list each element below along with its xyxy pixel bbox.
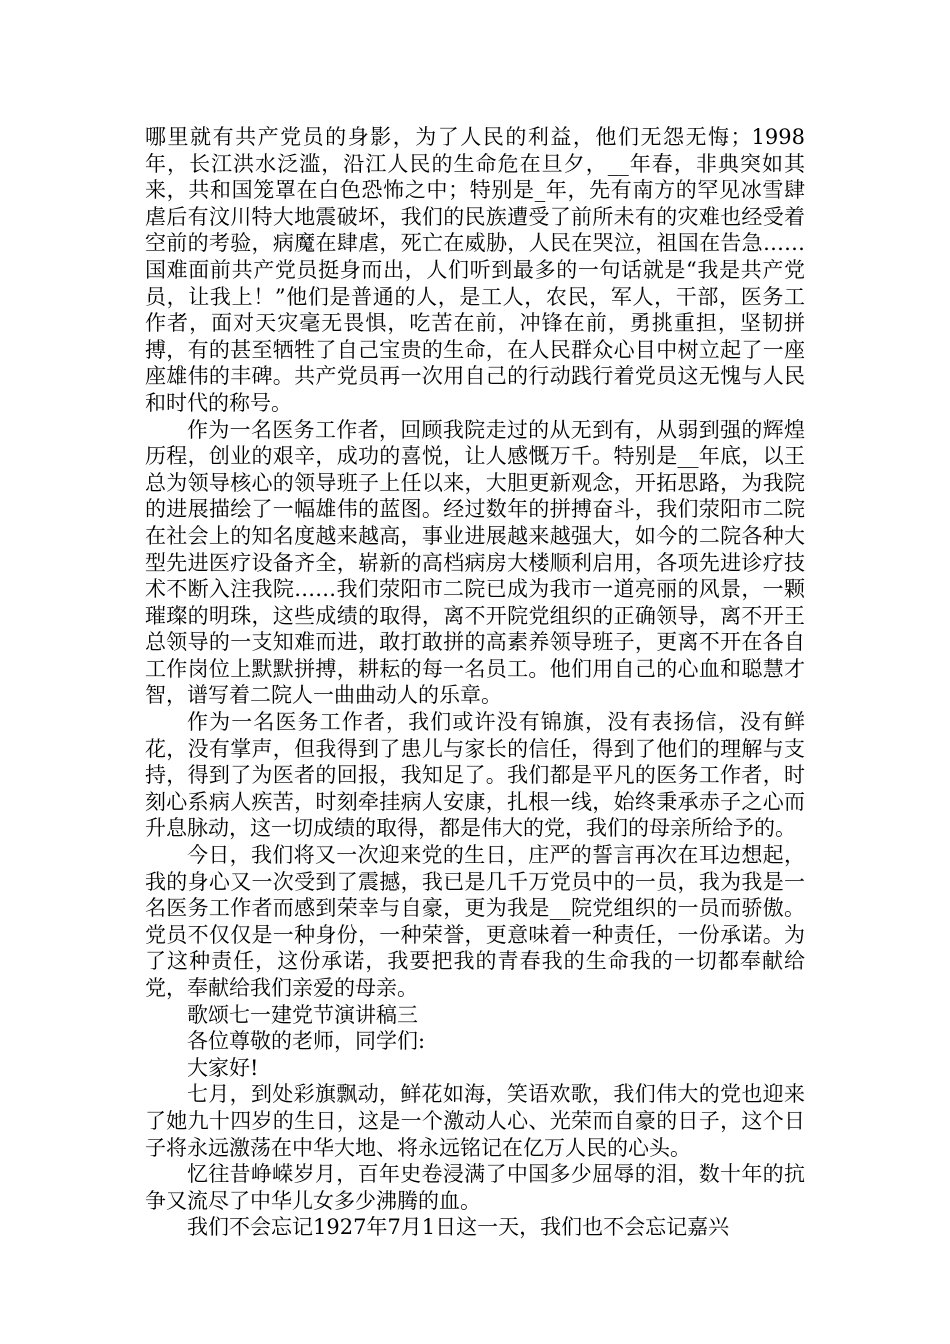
paragraph-4: 今日，我们将又一次迎来党的生日，庄严的誓言再次在耳边想起，我的身心又一次受到了震撼，我已是几千万党员中的一员，我为我是一名医务工作者而感到荣幸与自豪，更为我是__院党组织的一员而骄傲。党员不仅仅是一种身份，一种荣誉，更意味着一种责任，一份承诺。为了这种责任，这份承诺，我要把我的青春我的生命我的一切都奉献给党，奉献给我们亲爱的母亲。	[145, 843, 805, 1000]
document-page	[145, 124, 805, 1241]
salutation: 各位尊敬的老师，同学们:	[187, 1029, 426, 1054]
greeting: 大家好!	[187, 1055, 259, 1080]
paragraph-6: 忆往昔峥嵘岁月，百年史卷浸满了中国多少屈辱的泪，数十年的抗争又流尽了中华儿女多少沸腾的血。	[145, 1162, 805, 1213]
section-heading: 歌颂七一建党节演讲稿三	[187, 1002, 418, 1027]
paragraph-1: 哪里就有共产党员的身影，为了人民的利益，他们无怨无悔；1998年，长江洪水泛滥，沿江人民的生命危在旦夕，__年春，非典突如其来，共和国笼罩在白色恐怖之中；特别是_年，先有南方的罕见冰雪肆虐后有汶川特大地震破坏，我们的民族遭受了前所未有的灾难也经受着空前的考验，病魔在肆虐，死亡在威胁，人民在哭泣，祖国在告急……国难面前共产党员挺身而出，人们听到最多的一句话就是“我是共产党员，让我上！”他们是普通的人，是工人，农民，军人，干部，医务工作者，面对天灾毫无畏惧，吃苦在前，冲锋在前，勇挑重担，坚韧拼搏，有的甚至牺牲了自己宝贵的生命，在人民群众心目中树立起了一座座雄伟的丰碑。共产党员再一次用自己的行动践行着党员这无愧与人民和时代的称号。	[145, 125, 805, 415]
paragraph-7: 我们不会忘记1927年7月1日这一天，我们也不会忘记嘉兴	[187, 1215, 730, 1240]
paragraph-5: 七月，到处彩旗飘动，鲜花如海，笑语欢歌，我们伟大的党也迎来了她九十四岁的生日，这是一个激动人心、光荣而自豪的日子，这个日子将永远激荡在中华大地、将永远铭记在亿万人民的心头。	[145, 1082, 805, 1160]
paragraph-2: 作为一名医务工作者，回顾我院走过的从无到有，从弱到强的辉煌历程，创业的艰辛，成功的喜悦，让人感慨万千。特别是__年底，以王总为领导核心的领导班子上任以来，大胆更新观念，开拓思路，为我院的进展描绘了一幅雄伟的蓝图。经过数年的拼搏奋斗，我们荥阳市二院在社会上的知名度越来越高，事业进展越来越强大，如今的二院各种大型先进医疗设备齐全，崭新的高档病房大楼顺利启用，各项先进诊疗技术不断入注我院……我们荥阳市二院已成为我市一道亮丽的风景，一颗璀璨的明珠，这些成绩的取得，离不开院党组织的正确领导，离不开王总领导的一支知难而进，敢打敢拼的高素养领导班子，更离不开在各自工作岗位上默默拼搏，耕耘的每一名员工。他们用自己的心血和聪慧才智，谱写着二院人一曲曲动人的乐章。	[145, 417, 805, 708]
paragraph-3: 作为一名医务工作者，我们或许没有锦旗，没有表扬信，没有鲜花，没有掌声，但我得到了患儿与家长的信任，得到了他们的理解与支持，得到了为医者的回报，我知足了。我们都是平凡的医务工作者，时刻心系病人疾苦，时刻牵挂病人安康，扎根一线，始终秉承赤子之心而升息脉动，这一切成绩的取得，都是伟大的党，我们的母亲所给予的。	[145, 710, 805, 841]
